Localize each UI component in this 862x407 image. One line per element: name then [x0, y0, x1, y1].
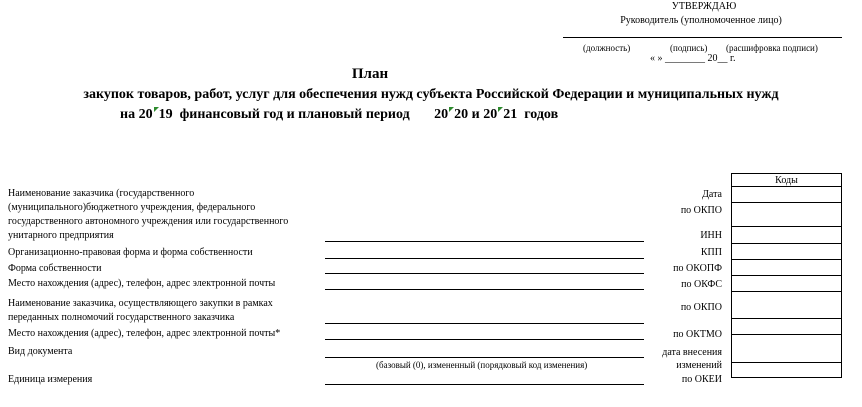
codes-header: Коды: [732, 174, 842, 187]
date-code-label: Дата: [702, 189, 722, 200]
unit-label: Единица измерения: [8, 374, 93, 385]
okfs-code-cell[interactable]: [732, 276, 842, 292]
customer-name-label: Наименование заказчика (государственного (муниципального)бюджетного учреждения, федерального государственного автономного учреждения или государственного унитарного предприятия: [8, 188, 289, 241]
okpo-code-cell[interactable]: [732, 203, 842, 227]
year-2-prefix: 20: [434, 107, 449, 122]
transferred-customer-field[interactable]: [325, 323, 644, 324]
unit-field[interactable]: [325, 384, 644, 385]
okei-code-label: по ОКЕИ: [681, 374, 722, 385]
position-label: (должность): [583, 43, 631, 53]
location-star-label: Место нахождения (адрес), телефон, адрес электронной почты*: [8, 328, 281, 339]
ownership-field[interactable]: [325, 273, 644, 274]
change-date-cell[interactable]: [732, 335, 842, 363]
okpo-code-label: по ОКПО: [680, 205, 722, 216]
ownership-label: Форма собственности: [8, 263, 102, 274]
page-title: План: [351, 66, 389, 82]
okopf-code-cell[interactable]: [732, 260, 842, 276]
date-code-cell[interactable]: [732, 187, 842, 203]
year-prefix: на 20: [120, 107, 153, 122]
location-field[interactable]: [325, 289, 644, 290]
okei-code-cell[interactable]: [732, 363, 842, 378]
location-star-field[interactable]: [325, 339, 644, 340]
year-mid: финансовый год и плановый период: [179, 107, 410, 122]
approval-signature-line: [563, 37, 842, 38]
okfs-code-label: по ОКФС: [681, 279, 722, 290]
signature-label: (подпись): [670, 43, 708, 53]
legal-form-label: Организационно-правовая форма и форма собственности: [8, 247, 253, 258]
kpp-code-label: КПП: [700, 247, 722, 258]
approval-title: УТВЕРЖДАЮ: [671, 1, 737, 12]
okopf-code-label: по ОКОПФ: [673, 263, 722, 274]
legal-form-field[interactable]: [325, 258, 644, 259]
year-2: 20: [454, 107, 469, 122]
year-suffix: годов: [524, 107, 559, 122]
codes-table: [731, 173, 842, 378]
okpo2-code-label: по ОКПО: [680, 302, 722, 313]
kpp-code-cell[interactable]: [732, 244, 842, 260]
oktmo-code-cell[interactable]: [732, 319, 842, 335]
inn-code-cell[interactable]: [732, 227, 842, 244]
doc-type-field[interactable]: [325, 357, 644, 358]
customer-name-field[interactable]: [325, 241, 644, 242]
decryption-label: (расшифровка подписи): [726, 43, 818, 53]
oktmo-code-label: по ОКТМО: [673, 329, 722, 340]
doc-type-label: Вид документа: [8, 346, 73, 357]
year-line: [120, 107, 558, 123]
change-date-label-2: изменений: [676, 360, 722, 371]
okpo2-code-cell[interactable]: [732, 292, 842, 319]
doc-type-caption: (базовый (0), измененный (порядковый код изменения): [376, 360, 588, 370]
page-subtitle: закупок товаров, работ, услуг для обеспечения нужд субъекта Российской Федерации и муниципальных нужд: [83, 87, 779, 102]
approval-date-line: « » ________ 20__ г.: [650, 53, 736, 64]
year-3: 21: [503, 107, 518, 122]
change-date-label-1: дата внесения: [662, 347, 722, 358]
year-and: и 20: [471, 107, 498, 122]
location-label: Место нахождения (адрес), телефон, адрес электронной почты: [8, 278, 276, 289]
year-1: 19: [158, 107, 173, 122]
transferred-customer-label: Наименование заказчика, осуществляющего закупки в рамках переданных полномочий государственного заказчика: [8, 298, 273, 323]
approval-subtitle: Руководитель (уполномоченное лицо): [620, 15, 782, 26]
inn-code-label: ИНН: [700, 230, 722, 241]
